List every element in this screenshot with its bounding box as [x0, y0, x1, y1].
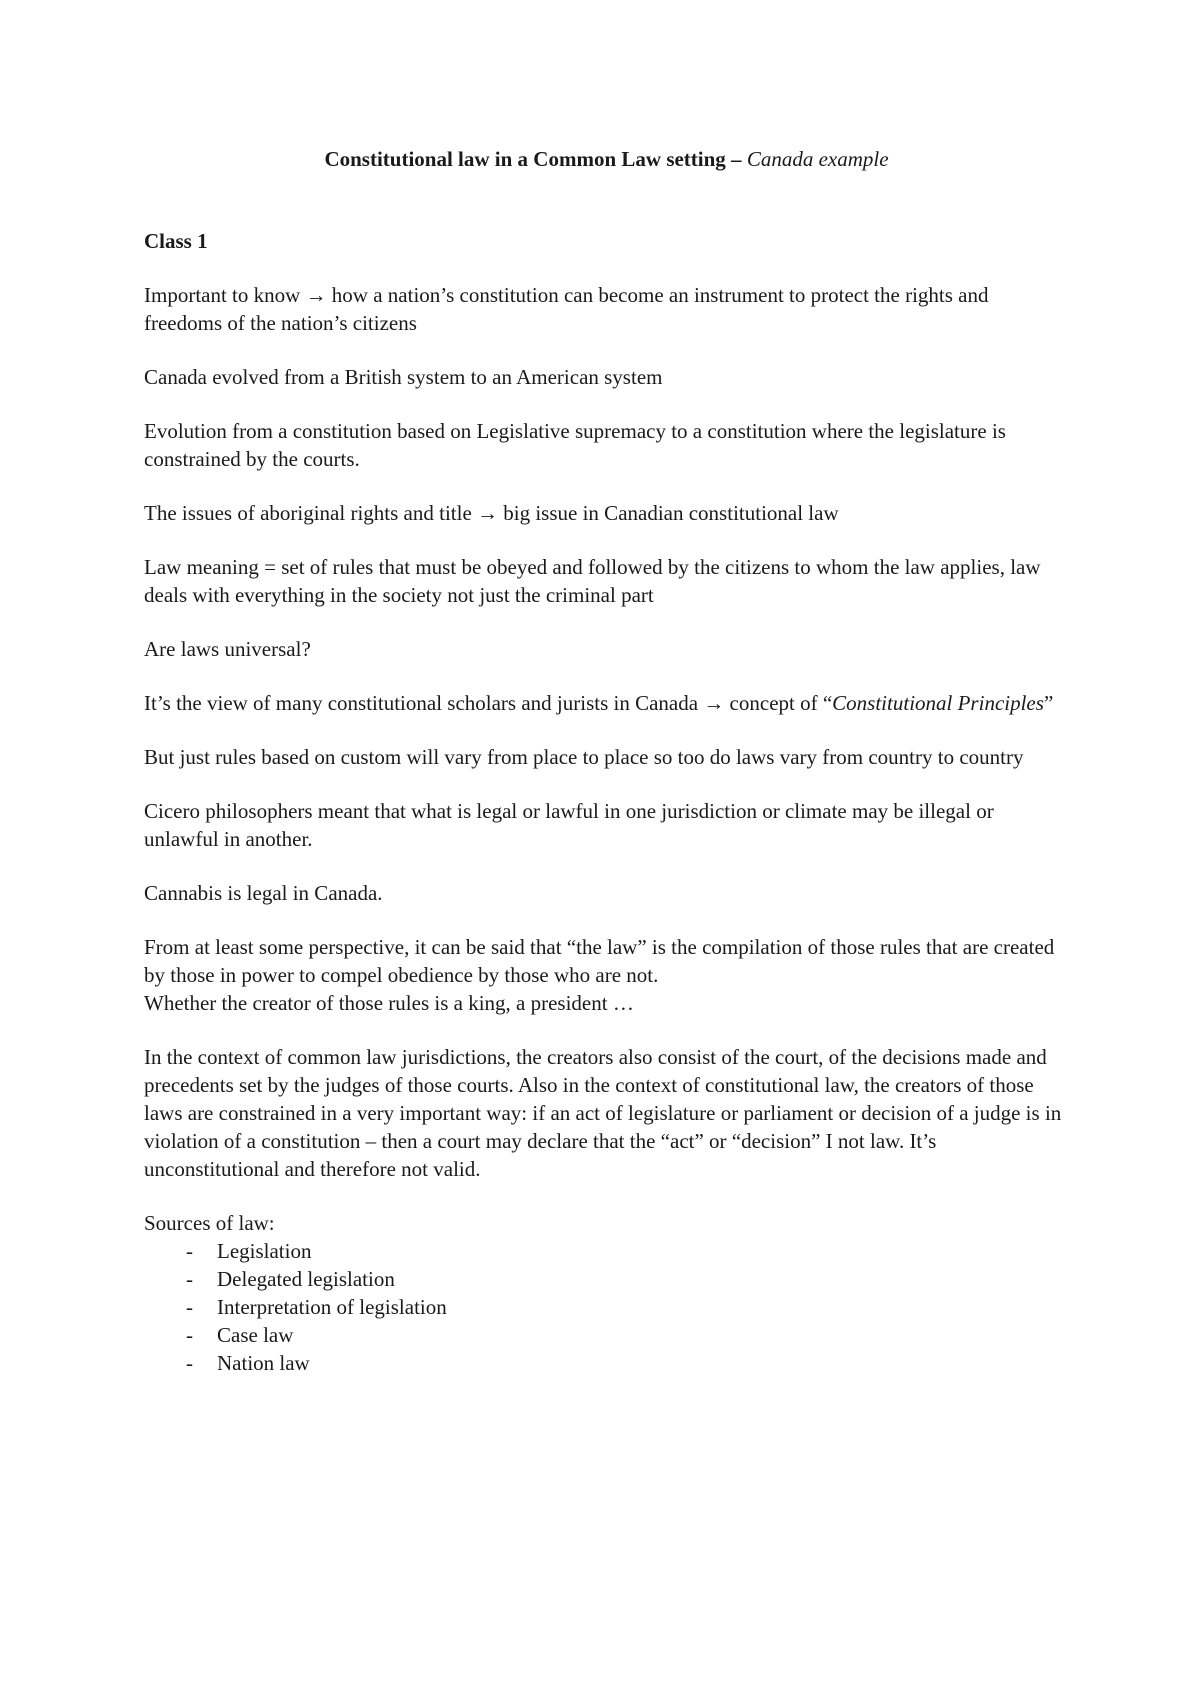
list-dash: -: [186, 1351, 193, 1375]
principles-post: ”: [1043, 691, 1054, 715]
list-dash: -: [186, 1323, 193, 1347]
paragraph-constitutional-principles: [144, 689, 1069, 717]
list-item: [144, 1265, 1069, 1293]
paragraph-law-meaning: Law meaning = set of rules that must be obeyed and followed by the citizens to whom the law applies, law deals with everything in the society not just the criminal part: [144, 555, 1041, 607]
paragraph-cannabis: Cannabis is legal in Canada.: [144, 881, 383, 905]
list-item: [144, 1237, 1069, 1265]
compilation-line-1: From at least some perspective, it can be said that “the law” is the compilation of those rules that are created by those in power to compel obedience by those who are not.: [144, 935, 1055, 987]
list-item: [144, 1293, 1069, 1321]
paragraph-aboriginal-rights: The issues of aboriginal rights and title → big issue in Canadian constitutional law: [144, 501, 839, 525]
title-italic: Canada example: [746, 147, 889, 171]
sources-label: Sources of law:: [144, 1211, 275, 1235]
paragraph-universal-question: Are laws universal?: [144, 637, 311, 661]
title-main: Constitutional law in a Common Law setting –: [324, 147, 747, 171]
list-item-text: Delegated legislation: [217, 1267, 395, 1291]
paragraph-common-law-context: In the context of common law jurisdictions, the creators also consist of the court, of the decisions made and precedents set by the judges of those courts. Also in the context of constitutional law, the creators of those laws are constrained in a very important way: if an act of legislature or parliament or decision of a judge is in violation of a constitution – then a court may declare that the “act” or “decision” I not law. It’s unconstitutional and therefore not valid.: [144, 1045, 1062, 1181]
list-item-text: Nation law: [217, 1351, 310, 1375]
list-item-text: Case law: [217, 1323, 294, 1347]
paragraph-cicero: Cicero philosophers meant that what is legal or lawful in one jurisdiction or climate may be illegal or unlawful in another.: [144, 799, 994, 851]
list-item-text: Legislation: [217, 1239, 312, 1263]
paragraph-importance: Important to know → how a nation’s constitution can become an instrument to protect the rights and freedoms of the nation’s citizens: [144, 283, 989, 335]
list-item-text: Interpretation of legislation: [217, 1295, 447, 1319]
list-dash: -: [186, 1295, 193, 1319]
principles-pre: It’s the view of many constitutional scholars and jurists in Canada → concept of “: [144, 691, 833, 715]
principles-italic: Constitutional Principles: [832, 691, 1044, 715]
document-body: [144, 145, 1069, 1377]
list-dash: -: [186, 1267, 193, 1291]
sources-list: [144, 1237, 1069, 1377]
compilation-line-2: Whether the creator of those rules is a king, a president …: [144, 991, 634, 1015]
list-dash: -: [186, 1239, 193, 1263]
list-item: [144, 1321, 1069, 1349]
list-item: [144, 1349, 1069, 1377]
paragraph-legislative-supremacy: Evolution from a constitution based on Legislative supremacy to a constitution where the legislature is constrained by the courts.: [144, 419, 1006, 471]
paragraph-law-compilation: [144, 933, 1069, 1017]
paragraph-evolution-systems: Canada evolved from a British system to an American system: [144, 365, 663, 389]
class-heading: Class 1: [144, 229, 208, 253]
paragraph-custom-rules: But just rules based on custom will vary from place to place so too do laws vary from country to country: [144, 745, 1024, 769]
document-title: [144, 145, 1069, 173]
